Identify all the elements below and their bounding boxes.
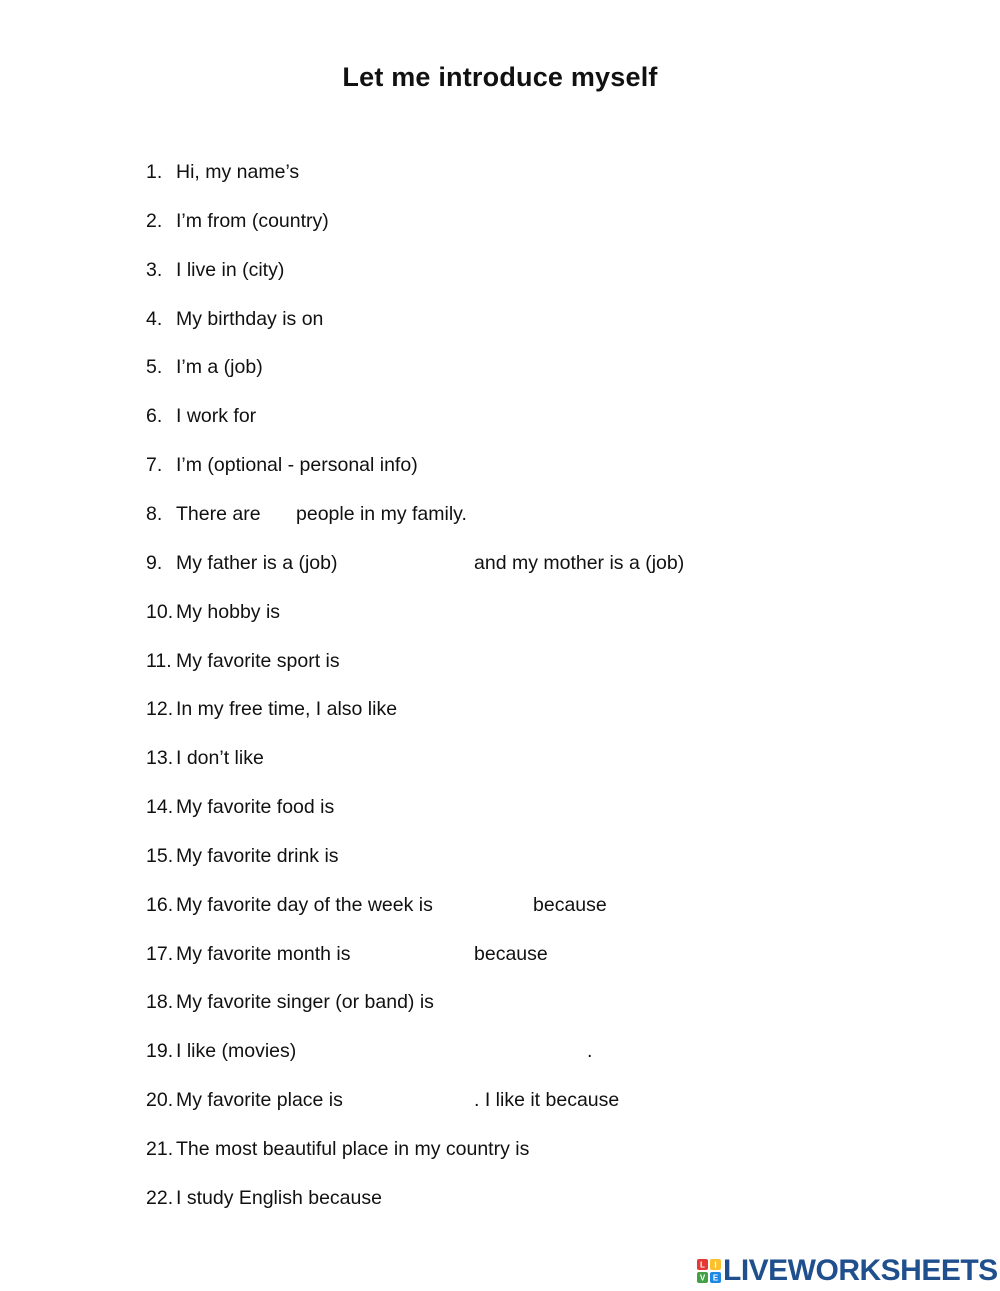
item-number: 11. [146,650,172,672]
liveworksheets-wordmark: LIVEWORKSHEETS [723,1254,998,1287]
liveworksheets-logo [697,1254,997,1288]
item-text: My favorite drink is [176,845,339,867]
item-number: 7. [146,454,163,476]
item-number: 21. [146,1138,174,1160]
item-text: I live in (city) [176,259,285,281]
item-number: 1. [146,161,163,183]
item-text-continued: because [533,894,607,916]
item-text: My birthday is on [176,308,324,330]
item-number: 2. [146,210,163,232]
item-number: 19. [146,1040,174,1062]
item-text-continued: because [474,943,548,965]
page-title: Let me introduce myself [342,62,658,92]
item-text: I’m from (country) [176,210,329,232]
item-text: I don’t like [176,747,264,769]
item-number: 22. [146,1187,174,1209]
item-number: 12. [146,698,174,720]
item-text: My favorite food is [176,796,335,818]
item-text: I’m a (job) [176,356,263,378]
item-text: My hobby is [176,601,281,623]
item-number: 15. [146,845,174,867]
item-number: 5. [146,356,163,378]
item-number: 14. [146,796,174,818]
item-text-continued: . [587,1040,593,1062]
item-text: I like (movies) [176,1040,297,1062]
item-number: 16. [146,894,174,916]
item-number: 10. [146,601,174,623]
item-text: Hi, my name’s [176,161,300,183]
item-number: 4. [146,308,163,330]
item-number: 18. [146,991,174,1013]
item-number: 17. [146,943,174,965]
item-text: My favorite place is [176,1089,343,1111]
svg-text:I: I [714,1260,717,1270]
item-text: My favorite sport is [176,650,340,672]
liveworksheets-badge-icon [697,1259,721,1283]
item-text: My father is a (job) [176,552,338,574]
item-text: In my free time, I also like [176,698,398,720]
item-number: 6. [146,405,163,427]
item-text: I work for [176,405,257,427]
item-text: I’m (optional - personal info) [176,454,418,476]
svg-text:V: V [699,1273,706,1283]
svg-text:E: E [712,1273,719,1283]
item-number: 3. [146,259,163,281]
item-number: 8. [146,503,163,525]
item-text-continued: and my mother is a (job) [474,552,685,574]
item-text: My favorite singer (or band) is [176,991,434,1013]
item-text: There are [176,503,261,525]
item-text: The most beautiful place in my country is [176,1138,530,1160]
item-number: 20. [146,1089,174,1111]
item-text-continued: . I like it because [474,1089,620,1111]
item-text-continued: people in my family. [296,503,467,525]
item-text: My favorite month is [176,943,351,965]
svg-text:L: L [700,1260,705,1270]
item-text: My favorite day of the week is [176,894,433,916]
item-text: I study English because [176,1187,382,1209]
item-number: 13. [146,747,174,769]
item-number: 9. [146,552,163,574]
